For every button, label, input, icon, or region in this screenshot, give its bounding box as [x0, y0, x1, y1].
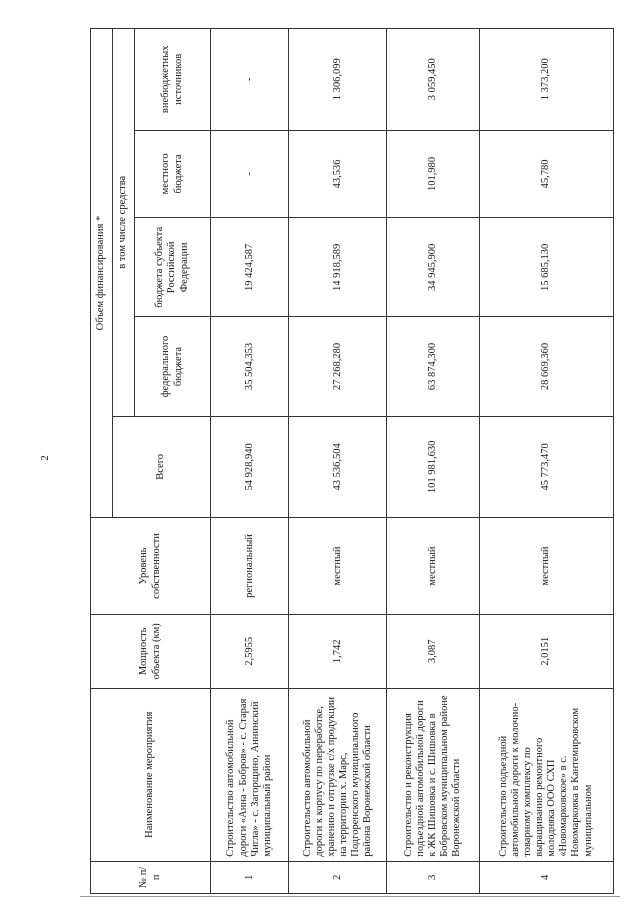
- cell-ownership: местный: [289, 518, 387, 615]
- document-sheet: [90, 28, 614, 894]
- cell-federal: 27 268,280: [289, 317, 387, 416]
- cell-total: 43 536,504: [289, 416, 387, 517]
- page-number: 2: [38, 455, 51, 461]
- cell-ownership: региональный: [211, 518, 289, 615]
- cell-name: Строительство автомобильной дороги к корпусу по переработке, хранению и отгрузке с/х продукции на территории х. Марс, Подгоренского муниципального района Воронежской области: [289, 688, 387, 861]
- cell-regional: 19 424,587: [211, 218, 289, 317]
- cell-total: 101 981,630: [387, 416, 479, 517]
- cell-capacity: 2,0151: [479, 614, 613, 688]
- cell-no: 3: [387, 861, 479, 893]
- cell-no: 2: [289, 861, 387, 893]
- cell-ownership: местный: [479, 518, 613, 615]
- header-including: в том числе средства: [113, 29, 135, 417]
- cell-ownership: местный: [387, 518, 479, 615]
- cell-name: Строительство и реконструкция подъездной автомобильной дороги к ЖК Шишовка и с. Шишовка в Бобровском муниципальном районе Воронежской области: [387, 688, 479, 861]
- funding-table: [90, 28, 614, 894]
- cell-regional: 15 685,130: [479, 218, 613, 317]
- header-local: местного бюджета: [135, 130, 211, 218]
- cell-no: 4: [479, 861, 613, 893]
- cell-federal: 28 669,360: [479, 317, 613, 416]
- cell-extra: -: [211, 29, 289, 131]
- header-ownership: Уровень собственности: [91, 518, 211, 615]
- bottom-border-line: [80, 896, 620, 897]
- table-row: [387, 29, 479, 894]
- table-row: [289, 29, 387, 894]
- cell-extra: 1 373,200: [479, 29, 613, 131]
- cell-name: Строительство автомобильной дороги «Анна - Бобров» - с. Старая Чигла» - с. Загорщино, Аннинский муниципальный район: [211, 688, 289, 861]
- cell-regional: 34 945,900: [387, 218, 479, 317]
- cell-local: 43,536: [289, 130, 387, 218]
- header-capacity: Мощность объекта (км): [91, 614, 211, 688]
- cell-name: Строительство подъездной автомобильной дороги к молочно-товарному комплексу по выращиванию ремонтного молодняка ООО СХП «Новомарковское» в с. Новомарковка в Кантемировском муниципальном: [479, 688, 613, 861]
- cell-extra: 1 306,099: [289, 29, 387, 131]
- cell-local: 101,980: [387, 130, 479, 218]
- funding-table-rotated: [90, 28, 614, 894]
- cell-local: 45,780: [479, 130, 613, 218]
- header-funding: Объем финансирования *: [91, 29, 113, 518]
- header-federal: федерального бюджета: [135, 317, 211, 416]
- header-regional: бюджета субъекта Российской Федерации: [135, 218, 211, 317]
- table-row: [479, 29, 613, 894]
- table-row: [211, 29, 289, 894]
- cell-federal: 63 874,300: [387, 317, 479, 416]
- cell-total: 45 773,470: [479, 416, 613, 517]
- header-total: Всего: [113, 416, 211, 517]
- header-extra: внебюджетных источников: [135, 29, 211, 131]
- header-no: № п/п: [91, 861, 211, 893]
- cell-extra: 3 059,450: [387, 29, 479, 131]
- cell-total: 54 928,940: [211, 416, 289, 517]
- header-name: Наименование мероприятия: [91, 688, 211, 861]
- cell-capacity: 2,5955: [211, 614, 289, 688]
- cell-regional: 14 918,589: [289, 218, 387, 317]
- cell-federal: 35 504,353: [211, 317, 289, 416]
- cell-no: 1: [211, 861, 289, 893]
- cell-capacity: 3,087: [387, 614, 479, 688]
- cell-local: -: [211, 130, 289, 218]
- cell-capacity: 1,742: [289, 614, 387, 688]
